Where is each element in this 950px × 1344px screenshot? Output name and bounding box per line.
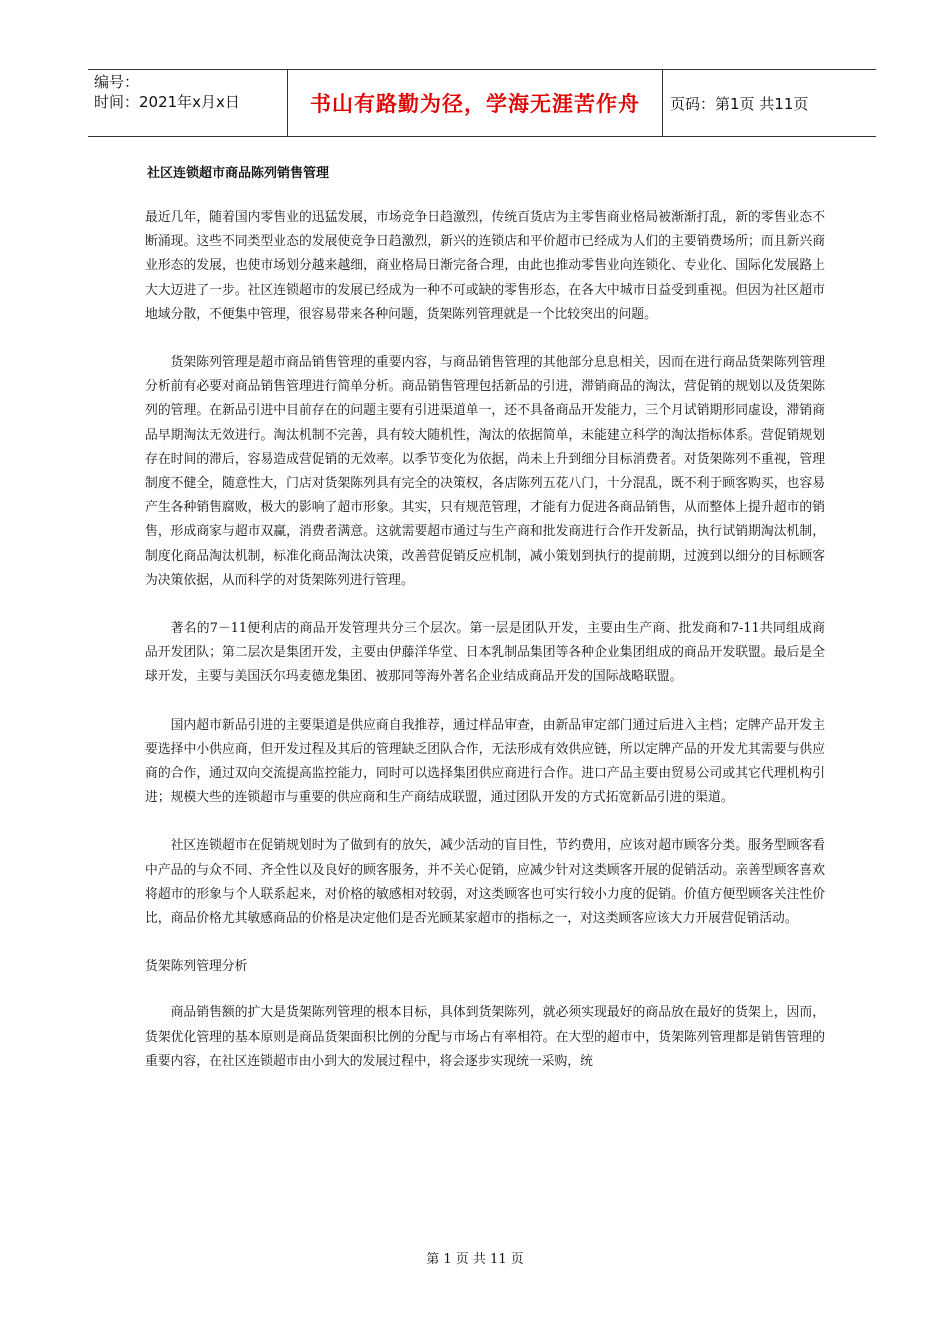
document-number-label: 编号： <box>94 73 140 91</box>
header-page-info: 页码：第1页 共11页 <box>670 94 809 113</box>
header-meta <box>94 72 284 112</box>
document-title: 社区连锁超市商品陈列销售管理 <box>147 166 330 181</box>
paragraph: 社区连锁超市在促销规划时为了做到有的放矢，减少活动的盲目性，节约费用，应该对超市顾客分类。服务型顾客看中产品的与众不同、齐全性以及良好的顾客服务，并不关心促销，应减少针对这类顾客开展的促销活动。亲善型顾客喜欢将超市的形象与个人联系起来，对价格的敏感相对较弱，对这类顾客也可实行较小力度的促销。价值方便型顾客关注性价比，商品价格尤其敏感商品的价格是决定他们是否光顾某家超市的指标之一，对这类顾客应该大力开展营促销活动。 <box>145 838 825 927</box>
paragraph: 最近几年，随着国内零售业的迅猛发展，市场竞争日趋激烈，传统百货店为主零售商业格局被渐渐打乱，新的零售业态不断涌现。这些不同类型业态的发展使竞争日趋激烈，新兴的连锁店和平价超市已经成为人们的主要销费场所；而且新兴商业形态的发展，也使市场划分越来越细，商业格局日渐完备合理，由此也推动零售业向连锁化、专业化、国际化发展路上大大迈进了一步。社区连锁超市的发展已经成为一种不可或缺的零售形态，在各大中城市日益受到重视。但因为社区超市地域分散，不便集中管理，很容易带来各种问题，货架陈列管理就是一个比较突出的问题。 <box>145 210 825 322</box>
paragraph: 著名的7－11便利店的商品开发管理共分三个层次。第一层是团队开发，主要由生产商、批发商和7-11共同组成商品开发团队；第二层次是集团开发，主要由伊藤洋华堂、日本乳制品集团等各种企业集团组成的商品开发联盟。最后是全球开发，主要与美国沃尔玛麦德龙集团、被那同等海外著名企业结成商品开发的国际战略联盟。 <box>145 621 825 685</box>
paragraph: 货架陈列管理是超市商品销售管理的重要内容，与商品销售管理的其他部分息息相关，因而在进行商品货架陈列管理分析前有必要对商品销售管理进行简单分析。商品销售管理包括新品的引进，滞销商品的淘汰，营促销的规划以及货架陈列的管理。在新品引进中目前存在的问题主要有引进渠道单一，还不具备商品开发能力，三个月试销期形同虚设，滞销商品早期淘汰无效进行。淘汰机制不完善，具有较大随机性，淘汰的依据简单，未能建立科学的淘汰指标体系。营促销规划存在时间的滞后，容易造成营促销的无效率。以季节变化为依据，尚未上升到细分目标消费者。对货架陈列不重视，管理制度不健全，随意性大，门店对货架陈列具有完全的决策权，各店陈列五花八门，十分混乱，既不利于顾客购买，也容易产生各种销售腐败，极大的影响了超市形象。其实，只有规范管理，才能有力促进各商品销售，从而整体上提升超市的销售，形成商家与超市双赢，消费者满意。这就需要超市通过与生产商和批发商进行合作开发新品，执行试销期淘汰机制，制度化商品淘汰机制，标准化商品淘汰决策，改善营促销反应机制，减小策划到执行的提前期，过渡到以细分的目标顾客为决策依据，从而科学的对货架陈列进行管理。 <box>145 355 825 588</box>
paragraph: 商品销售额的扩大是货架陈列管理的根本目标，具体到货架陈列，就必须实现最好的商品放在最好的货架上，因而，货架优化管理的基本原则是商品货架面积比例的分配与市场占有率相符。在大型的超市中，货架陈列管理都是销售管理的重要内容，在社区连锁超市由小到大的发展过程中，将会逐步实现统一采购，统 <box>145 1005 825 1069</box>
paragraph: 国内超市新品引进的主要渠道是供应商自我推荐，通过样品审查，由新品审定部门通过后进入主档；定牌产品开发主要选择中小供应商，但开发过程及其后的管理缺乏团队合作，无法形成有效供应链，所以定牌产品的开发尤其需要与供应商的合作，通过双向交流提高监控能力，同时可以选择集团供应商进行合作。进口产品主要由贸易公司或其它代理机构引进；规模大些的连锁超市与重要的供应商和生产商结成联盟，通过团队开发的方式拓宽新品引进的渠道。 <box>145 717 825 806</box>
document-time-label: 时间：2021年x月x日 <box>94 93 240 111</box>
page-header <box>88 69 876 137</box>
page-footer: 第 1 页 共 11 页 <box>426 1252 524 1267</box>
section-subheading: 货架陈列管理分析 <box>145 959 248 975</box>
document-body <box>145 206 825 1098</box>
header-motto: 书山有路勤为径，学海无涯苦作舟 <box>287 70 663 136</box>
